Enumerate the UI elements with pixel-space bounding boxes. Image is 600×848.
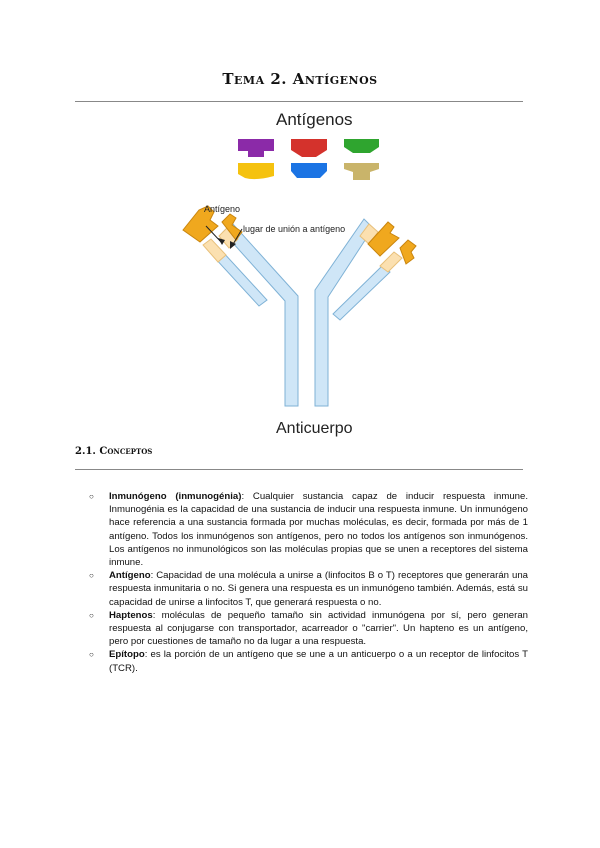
antigen-shapes (238, 139, 379, 180)
item-term: Inmunógeno (inmunogénia) (109, 491, 242, 502)
variable-region-right-light (380, 252, 402, 272)
bullet-marker: ○ (89, 650, 94, 660)
bullet-marker: ○ (89, 571, 94, 581)
item-text: : Capacidad de una molécula a unirse a (linfocitos B o T) receptores que generarán una respuesta inmunitaria o no. Si genera una respuesta es un inmunógeno también. Además, está su capacidad de unirse a linfocitos T, que generará respuesta o no. (109, 570, 528, 608)
section-heading: 2.1. Conceptos (75, 446, 153, 457)
antigen-shape-yellow (238, 163, 274, 179)
bullet-marker: ○ (89, 610, 94, 620)
item-term: Epítopo (109, 649, 145, 661)
list-item (80, 648, 528, 674)
item-term: Haptenos (109, 609, 153, 621)
item-term: Antígeno (109, 570, 151, 582)
antigen-label: Antígeno (204, 204, 241, 214)
antigen-shape-red (291, 139, 327, 157)
page-title: Tema 2. Antígenos (222, 70, 378, 88)
figure-title: Antígenos (276, 110, 353, 129)
binding-site-right (400, 240, 416, 264)
concept-list (80, 490, 528, 675)
list-item (80, 490, 528, 569)
heavy-chain-left (223, 223, 298, 406)
list-item (80, 569, 528, 609)
item-text: : Cualquier sustancia capaz de inducir respuesta inmune. Inmunogénia es la capacidad de una sustancia de inducir una respuesta inmune. Un inmunógeno hace referencia a una sustancia formada por muchas moléculas, es decir, formada por más de 1 antígeno. Todos los inmunógenos son antígenos, pero no todos los antígenos son inmunógenos. Los antígenos no inmunológicos son las moléculas propias que se unen a receptores del sistema inmune. (109, 491, 528, 569)
figure-caption: Anticuerpo (276, 420, 353, 437)
antigen-shape-green (344, 139, 379, 153)
antigen-shape-purple (238, 139, 274, 157)
item-text: : moléculas de pequeño tamaño sin actividad inmunógena por sí, pero generan respuesta al conjugarse con transportador, acarreador o "carrier". Un hapteno es un antígeno, pero por cuestiones de tamaño no da lugar a una respuesta. (109, 609, 528, 648)
item-text: : es la porción de un antígeno que se une a un anticuerpo o a un receptor de linfocitos T (TCR). (109, 649, 528, 674)
section-divider (75, 469, 523, 470)
antigen-shape-khaki (344, 163, 379, 180)
binding-site-label: lugar de unión a antígeno (243, 224, 346, 234)
antigen-shape-blue (291, 163, 327, 178)
bullet-marker: ○ (89, 492, 94, 501)
list-item (80, 609, 528, 649)
